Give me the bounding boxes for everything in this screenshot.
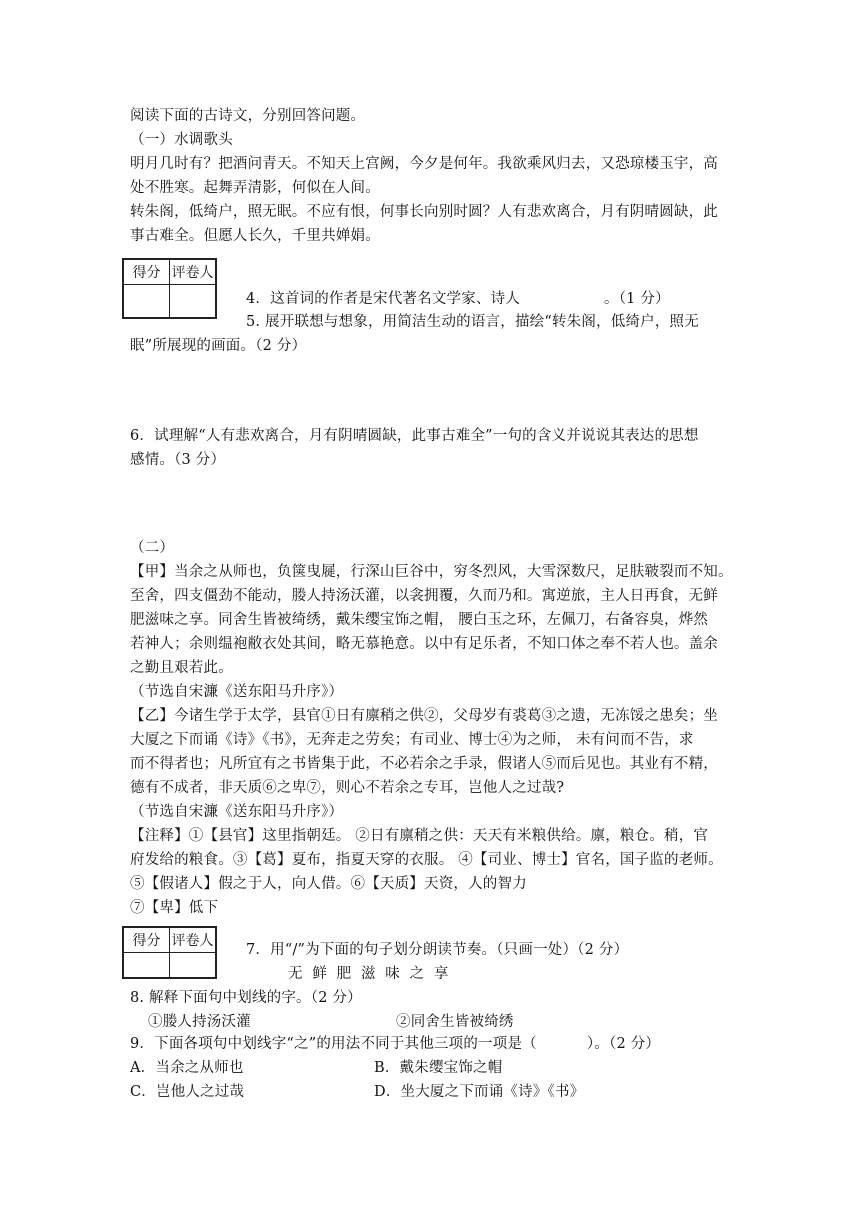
- poem-line-3: 转朱阁，低绮户，照无眠。不应有恨，何事长向别时圆？人有悲欢离合，月有阴晴圆缺，此: [130, 204, 718, 220]
- jia-line-4: 若神人；余则缊袍敝衣处其间，略无慕艳意。以中有足乐者，不知口体之奉不若人也。盖余: [130, 636, 718, 652]
- score-label: 得分: [124, 260, 170, 285]
- jia-line-5: 之勤且艰若此。: [130, 660, 233, 676]
- question-4-text: 4．这首词的作者是宋代著名文学家、诗人: [246, 291, 521, 307]
- poem-line-2: 处不胜寒。起舞弄清影，何似在人间。: [130, 180, 380, 196]
- option-a[interactable]: A．当余之从师也: [130, 1060, 244, 1076]
- notes-line-2: 府发给的粮食。③【葛】夏布，指夏天穿的衣服。 ④【司业、博士】官名，国子监的老师。: [130, 852, 723, 868]
- question-9-suffix: ）。（2 分）: [586, 1036, 661, 1052]
- question-5-line-1: 5. 展开联想与想象，用简洁生动的语言，描绘“转朱阁，低绮户，照无: [246, 314, 699, 330]
- part2-heading: （二）: [130, 540, 175, 556]
- option-c[interactable]: C．岂他人之过哉: [130, 1084, 245, 1100]
- question-8-item-1: ①媵人持汤沃灌: [148, 1014, 251, 1030]
- grader-label: 评卷人: [170, 928, 216, 953]
- score-cell[interactable]: [124, 285, 170, 318]
- score-label: 得分: [124, 928, 170, 953]
- intro-text: 阅读下面的古诗文，分别回答问题。: [130, 108, 366, 124]
- question-9-text: 9．下面各项句中划线字“之”的用法不同于其他三项的一项是（: [130, 1036, 537, 1052]
- option-b[interactable]: B．戴朱缨宝饰之帽: [374, 1060, 503, 1076]
- yi-line-1: 【乙】今诸生学于太学，县官①日有廪稍之供②，父母岁有裘葛③之遗，无冻馁之患矣；坐: [130, 708, 718, 724]
- poem-line-1: 明月几时有？把酒问青天。不知天上宫阙，今夕是何年。我欲乘风归去，又恐琼楼玉宇，高: [130, 156, 718, 172]
- score-box-1: [122, 258, 217, 319]
- yi-line-2: 大厦之下而诵《诗》《书》，无奔走之劳矣；有司业、博士④为之师， 未有问而不告，求: [130, 732, 694, 748]
- poem-line-4: 事古难全。但愿人长久，千里共婵娟。: [130, 228, 380, 244]
- jia-line-2: 至舍，四支僵劲不能动，媵人持汤沃灌，以衾拥覆，久而乃和。寓逆旅，主人日再食，无鲜: [130, 588, 718, 604]
- notes-line-1: 【注释】①【县官】这里指朝廷。 ②日有廪稍之供：天天有米粮供给。廪，粮仓。稍，官: [130, 828, 709, 844]
- jia-line-1: 【甲】当余之从师也，负箧曳屣，行深山巨谷中，穷冬烈风，大雪深数尺，足肤皲裂而不知。: [130, 564, 733, 580]
- option-d[interactable]: D．坐大厦之下而诵《诗》《书》: [374, 1084, 585, 1100]
- question-7-sentence: 无 鲜 肥 滋 味 之 享: [288, 966, 449, 982]
- question-4: [246, 287, 746, 311]
- question-6-line-2: 感情。（3 分）: [130, 452, 226, 468]
- source-1: （节选自宋濂《送东阳马升序》）: [130, 684, 344, 700]
- question-7: 7．用“/”为下面的句子划分朗读节奏。（只画一处）（2 分）: [246, 942, 629, 958]
- question-8-item-2: ②同舍生皆被绮绣: [396, 1014, 514, 1030]
- question-4-suffix: 。（1 分）: [604, 291, 670, 307]
- notes-line-4: ⑦【卑】低下: [130, 900, 219, 916]
- grader-cell[interactable]: [170, 285, 216, 318]
- source-2: （节选自宋濂《送东阳马升序》）: [130, 804, 344, 820]
- part1-heading: （一）水调歌头: [130, 132, 233, 148]
- jia-line-3: 肥滋味之享。同舍生皆被绮绣，戴朱缨宝饰之帽， 腰白玉之环，左佩刀，右备容臭，烨然: [130, 612, 709, 628]
- yi-line-4: 德有不成者，非天质⑥之卑⑦，则心不若余之专耳，岂他人之过哉?: [130, 780, 565, 796]
- notes-line-3: ⑤【假诸人】假之于人，向人借。⑥【天质】天资，人的智力: [130, 876, 527, 892]
- question-5-line-2: 眠”所展现的画面。（2 分）: [130, 338, 307, 354]
- question-9: [130, 1032, 740, 1056]
- question-8: 8. 解释下面句中划线的字。（2 分）: [130, 990, 362, 1006]
- grader-cell[interactable]: [170, 953, 216, 978]
- yi-line-3: 而不得者也；凡所宜有之书皆集于此，不必若余之手录，假诸人⑤而后见也。其业有不精，: [130, 756, 718, 772]
- question-6-line-1: 6．试理解“人有悲欢离合，月有阴晴圆缺，此事古难全”一句的含义并说说其表达的思想: [130, 428, 699, 444]
- score-box-2: [122, 926, 217, 979]
- grader-label: 评卷人: [170, 260, 216, 285]
- score-cell[interactable]: [124, 953, 170, 978]
